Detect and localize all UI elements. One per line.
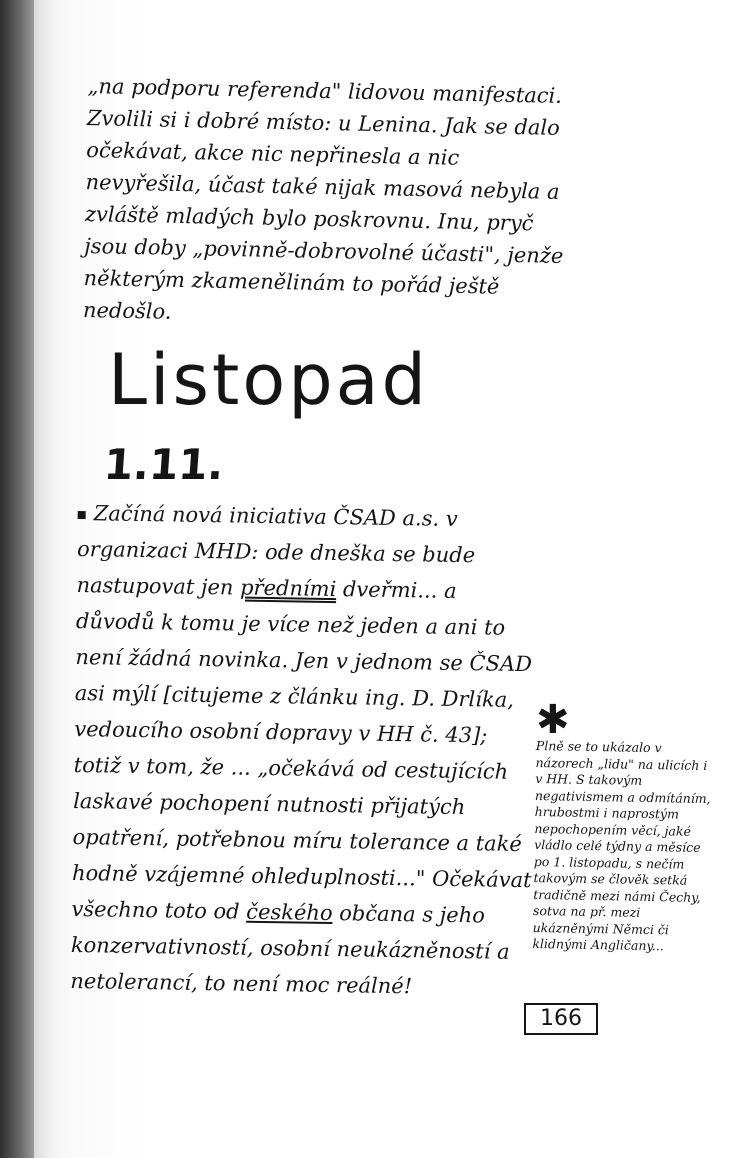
main-text-part-2: dveřmi... a důvodů k tomu je více než jeden a ani to není žádná novinka. Jen v jednom se ČSAD asi mýlí [citujeme z článku ing. D. Drlíka, vedoucího osobní dopravy v HH č. 43]; totiž v tom, že ... „očekává od cestujících laskavé pochopení nutnosti přijatých opatření, potřebnou míru tolerance a také hodně vzájemné ohleduplnosti..." Očekávat všechno toto od bbox=[71, 577, 533, 924]
emphasis-front-doors: předními bbox=[239, 575, 337, 602]
bullet-marker bbox=[78, 510, 86, 518]
handwritten-page bbox=[34, 0, 749, 1158]
main-paragraph bbox=[70, 495, 538, 1006]
main-text-part-1: Začíná nová iniciativa ČSAD a.s. v organizaci MHD: ode dneška se bude nastupovat jen bbox=[76, 501, 476, 600]
month-title: Listopad bbox=[108, 339, 429, 421]
footnote-asterisk-icon: ✱ bbox=[536, 697, 570, 743]
side-note: Plně se to ukázalo v názorech „lidu" na ulicích i v HH. S takovým negativismem a odmítáním, hrubostmi i naprostým nepochopením věcí, jaké vládlo celé týdny a měsíce po 1. listopadu, s nečím takovým se člověk setká tradičně mezi námi Čechy, sotva na př. mezi ukázněnými Němci či klidnými Angličany... bbox=[532, 738, 711, 954]
main-text-part-3: občana s jeho konzervativností, osobní neukázněností a netolerancí, to není moc reálné! bbox=[70, 901, 510, 999]
top-paragraph: „na podporu referenda" lidovou manifestaci. Zvolili si i dobré místo: u Lenina. Jak se dalo očekávat, akce nic nepřinesla a nic nevyřešila, účast také nijak masová nebyla a zvláště mladých bylo poskrovnu. Inu, pryč jsou doby „povinně-dobrovolné účasti", jenže některým zkamenělinám to pořád ještě nedošlo. bbox=[82, 73, 564, 324]
book-gutter bbox=[0, 0, 34, 1158]
emphasis-czech: českého bbox=[246, 899, 333, 926]
date-heading: 1.11. bbox=[102, 440, 226, 489]
page-number: 166 bbox=[524, 1003, 598, 1035]
